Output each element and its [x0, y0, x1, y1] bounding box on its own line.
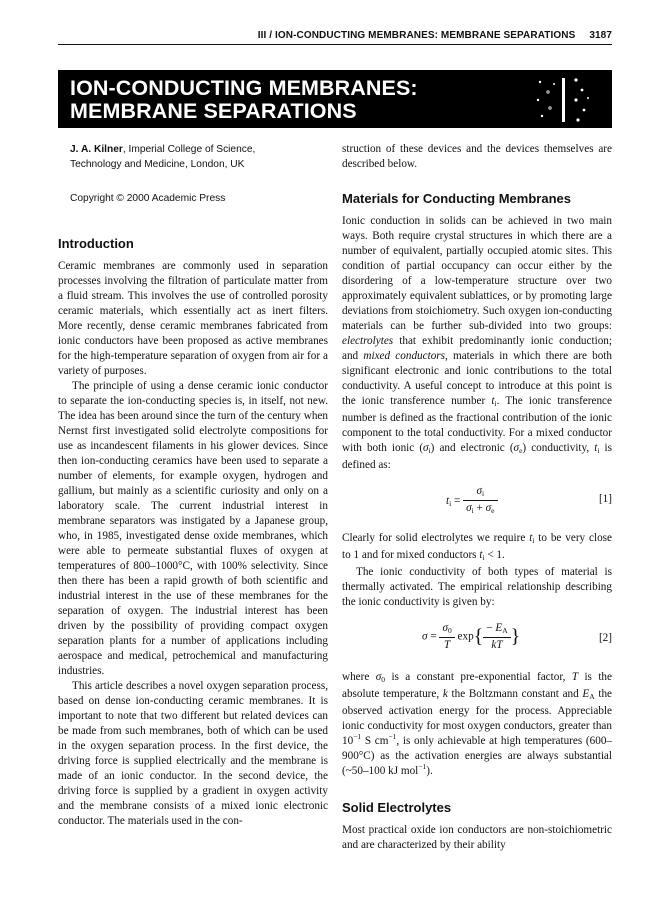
- running-head: [0, 30, 612, 41]
- header-rule: [58, 44, 612, 45]
- materials-paragraph-4: where $\sigma_0$ is a constant pre-exponential factor, T is the absolute temperature, k the Boltzmann constant and $E_A$ the observed activation energy for the process. Appreciable ionic conductivity for most oxygen conductors, greater than $10^{-1}$ S $cm^{-1}$, is only achievable at high temperatures (600–900°C) as the activation energies are always substantial (~50–100 kJ mol$^{-1}$).: [342, 671, 613, 777]
- intro-paragraph-1: Ceramic membranes are commonly used in separation processes involving the filtration of particulate matter from a fluid stream. This involves the use of controlled porosity ceramic materials, which essentially act as inert filters. More recently, dense ceramic membranes fabricated from ionic conductors have been proposed as active membranes for the high-temperature separation of oxygen from air for a variety of purposes.: [58, 260, 328, 377]
- intro-continuation: struction of these devices and the devices themselves are described below.: [342, 143, 612, 170]
- equation-1: $t_i$ = $\frac{\sigma_i}{\sigma_i + \sigma_e}$ [1]: [446, 485, 612, 515]
- copyright-line: Copyright © 2000 Academic Press: [70, 193, 226, 204]
- equation-1-number: [1]: [598, 493, 612, 505]
- author-affiliation: J. A. Kilner, Imperial College of Science, Technology and Medicine, London, UK: [70, 144, 256, 170]
- equation-2: σ = $\frac{\sigma_0}{T}$ exp{ $\frac{- E_A}{kT}$ } [2]: [422, 622, 612, 651]
- materials-paragraph-1: Ionic conduction in solids can be achieved in two main ways. Both require crystal structures in which there are a number of equivalent, partially occupied atomic sites. This condition of partial occupancy can occur either by the disordering of a low-temperature structure over two approximately equivalent sublattices, or by promoting large deviations from stoichiometry. Such oxygen ion-conducting materials can be further sub-divided into two groups: electrolytes that exhibit predominantly ionic conduction; and mixed conductors, materials in which there are both significant electronic and ionic contributions to the total conductivity. A useful concept to introduce at this point is the ionic transference number $t_i$. The ionic transference number is defined as the fractional contribution of the ionic component to the total conductivity. For a mixed conductor with both ionic $(\sigma_i)$ and electronic $(\sigma_e)$ conductivity, $t_i$ is defined as:: [342, 215, 613, 471]
- title-line-1: ION-CONDUCTING MEMBRANES:: [70, 76, 418, 100]
- running-head-title: III / ION-CONDUCTING MEMBRANES: MEMBRANE SEPARATIONS: [257, 30, 576, 41]
- heading-solid-electrolytes: Solid Electrolytes: [342, 800, 452, 815]
- title-banner: [58, 70, 612, 128]
- author-name: J. A. Kilner: [70, 144, 123, 155]
- left-column: [58, 142, 328, 829]
- right-column: [342, 142, 612, 853]
- materials-paragraph-2: Clearly for solid electrolytes we require $t_i$ to be very close to 1 and for mixed conductors $t_i < 1$.: [342, 532, 612, 562]
- intro-paragraph-2: The principle of using a dense ceramic ionic conductor to separate the ion-conducting species is, in itself, not new. The idea has been around since the turn of the century when Nernst first investigated solid electrolyte compositions for use as incandescent filaments in his glower devices. Since then ion-conducting ceramics have been used to separate a number of elements, for example oxygen, hydrogen and gallium, but mainly as a scientific curiosity and only on a laboratory scale. The current industrial interest in membrane separators was instigated by a Japanese group, who, in 1985, investigated dense oxide membranes, which were able to permeate substantial fluxes of oxygen at temperatures of 800–1000°C, with 100% selectivity. Since then there has been a rapid growth of both scientific and industrial interest in the use of these membranes for the separation of oxygen. The industrial interest has been driven by the possibility of providing compact oxygen separation plants for a number of applications including aerospace and medical, petrochemical and manufacturing industries.: [58, 380, 328, 677]
- title-line-2: MEMBRANE SEPARATIONS: [70, 99, 357, 123]
- article-title: [70, 77, 418, 123]
- equation-2-number: [2]: [598, 632, 612, 644]
- heading-introduction: Introduction: [58, 236, 134, 251]
- solid-electrolytes-paragraph-1: Most practical oxide ion conductors are non-stoichiometric and are characterized by their ability: [342, 824, 612, 851]
- page-number: 3187: [589, 30, 612, 41]
- heading-materials: Materials for Conducting Membranes: [342, 191, 571, 206]
- intro-paragraph-3: This article describes a novel oxygen separation process, based on dense ion-conducting ceramic membranes. It is important to note that two different but related devices can be made from such membranes, both of which can be used in the oxygen separation process. In the first device, the driving force is supplied electrically and the membrane is made of an ionic conductor. In the second device, the driving force is supplied by a gradient in oxygen activity and the membrane consists of a mixed ionic electronic conductor. The materials used in the con-: [58, 680, 328, 827]
- membrane-dots-icon: [530, 70, 612, 128]
- materials-paragraph-3: The ionic conductivity of both types of material is thermally activated. The empirical relationship describing the ionic conductivity is given by:: [342, 566, 612, 608]
